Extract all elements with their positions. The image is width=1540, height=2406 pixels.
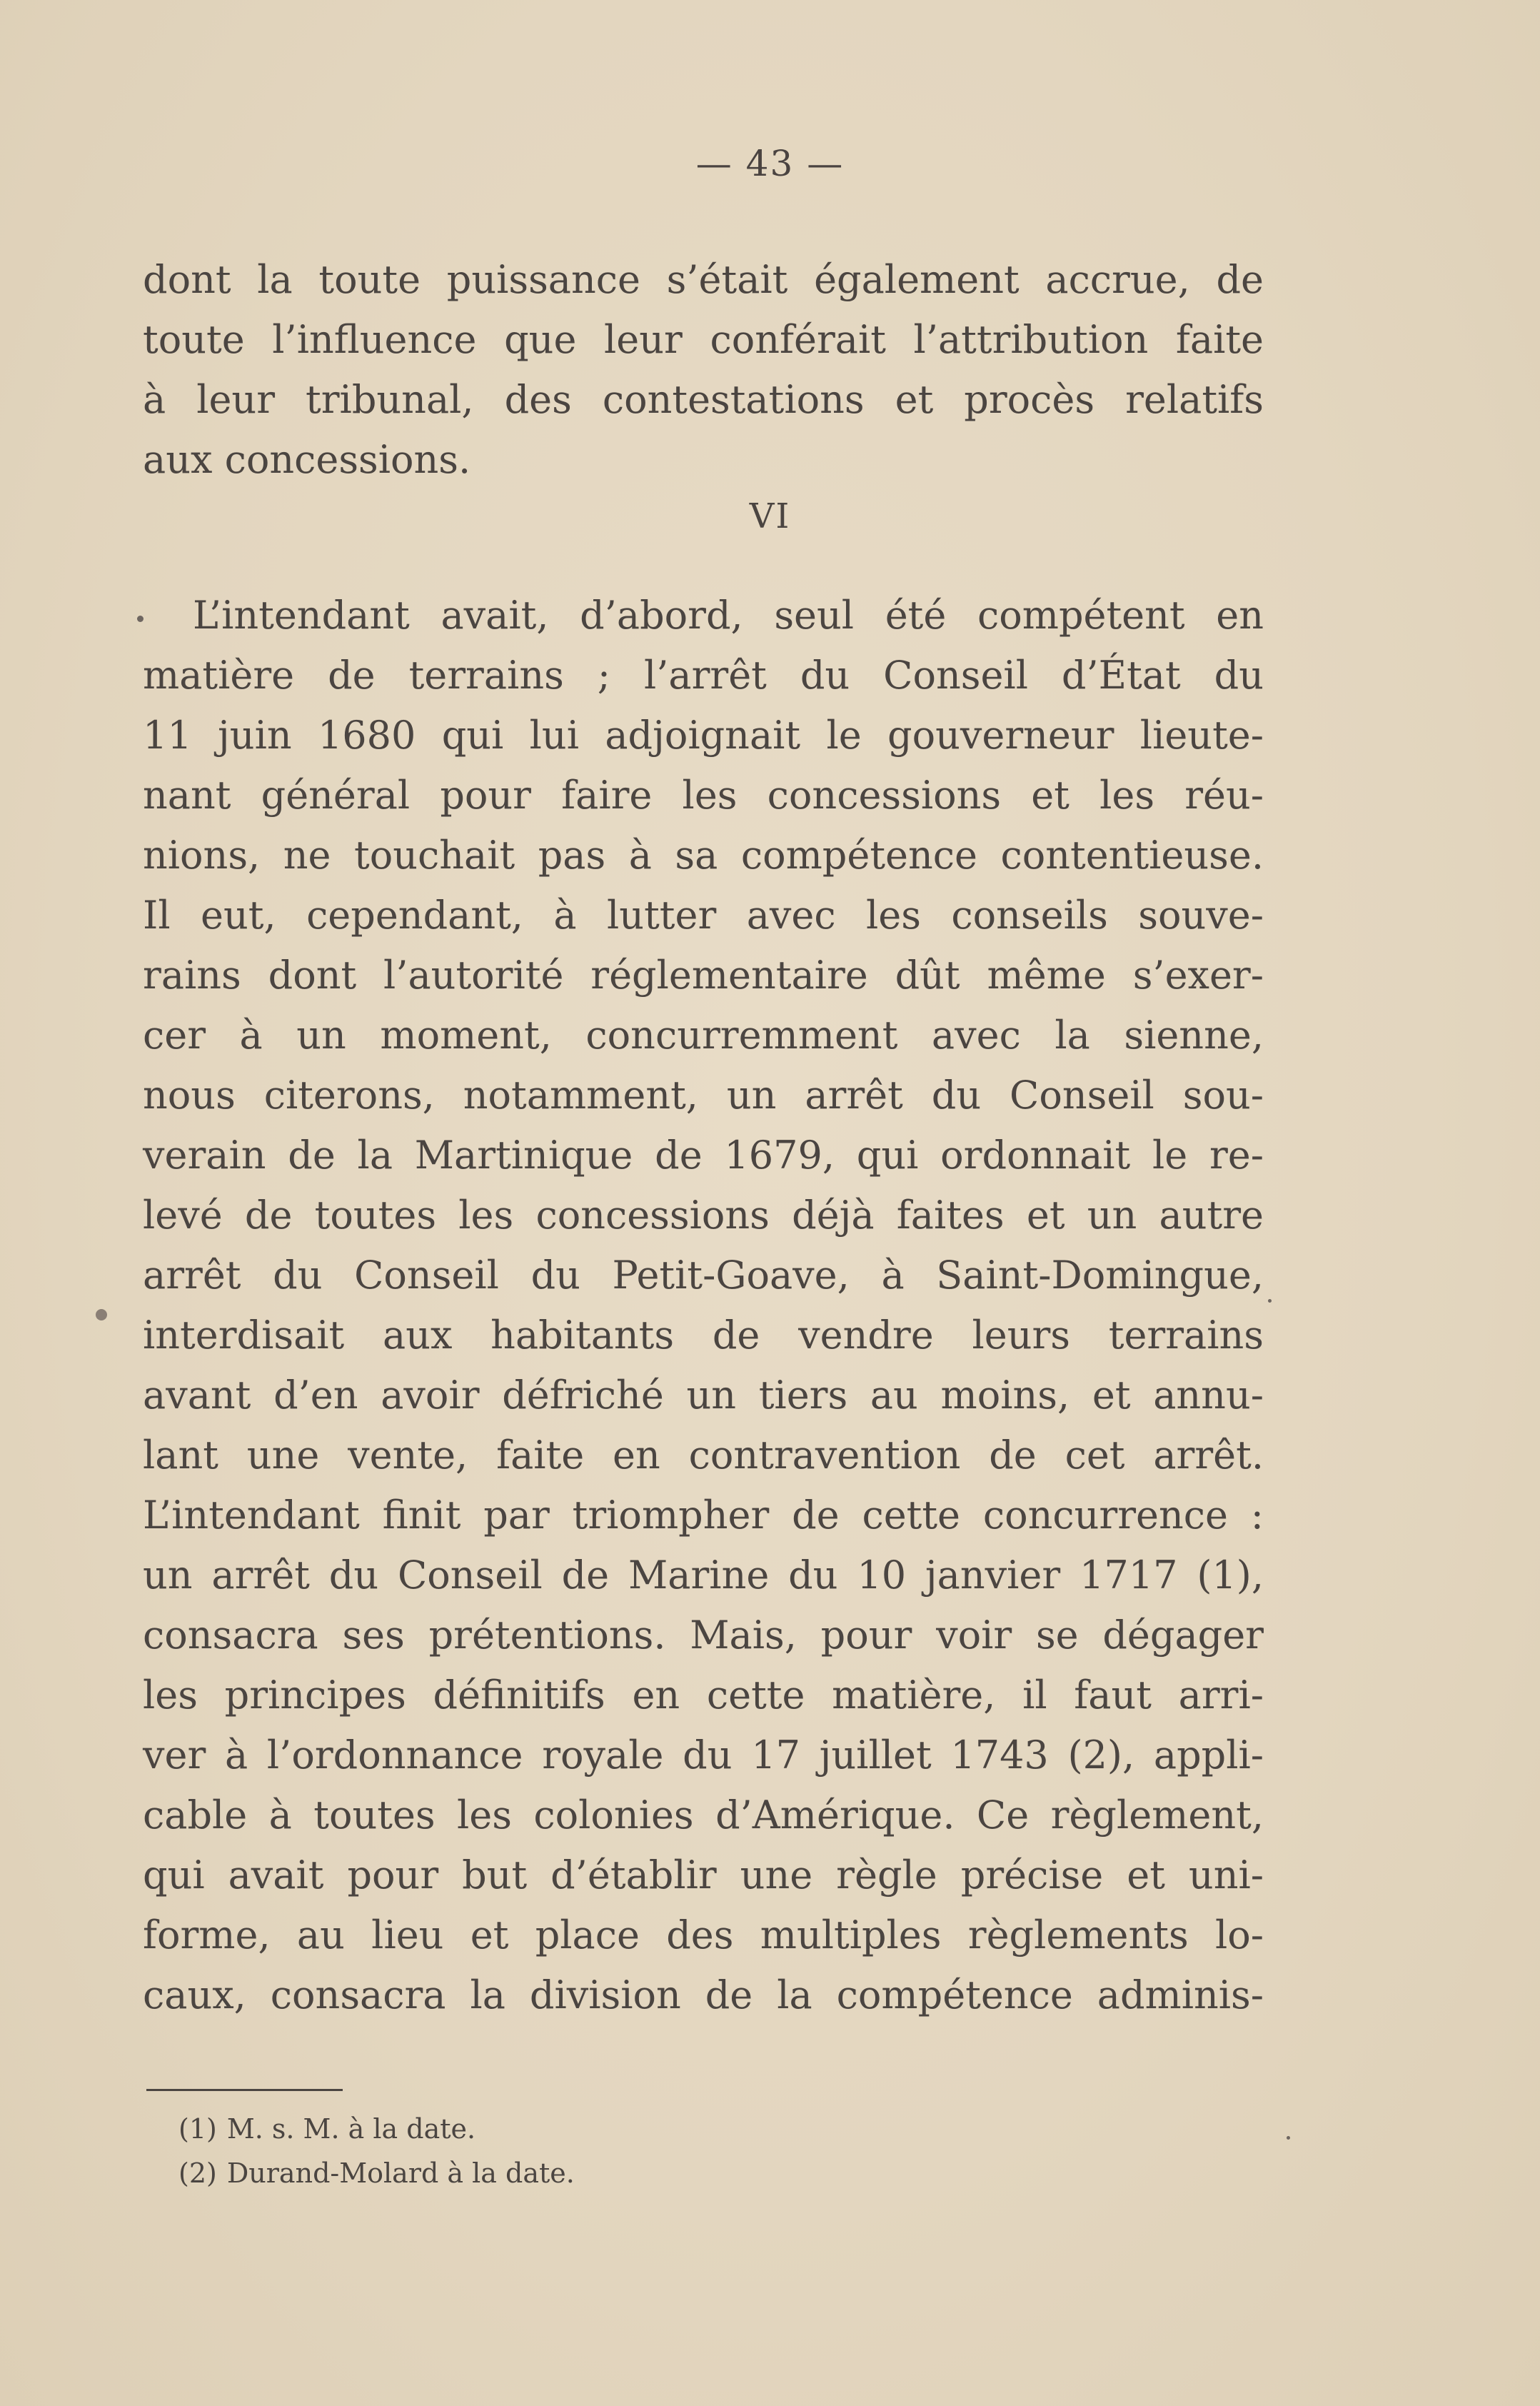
text-line: nous citerons, notamment, un arrêt du Conseil sou-: [143, 1073, 1264, 1118]
text-line: consacra ses prétentions. Mais, pour voir se dégager: [143, 1613, 1264, 1658]
text-line: aux concessions.: [143, 437, 471, 482]
text-line: toute l’influence que leur conférait l’attribution faite: [143, 317, 1264, 362]
footnote-1: [178, 2107, 575, 2151]
text-line: interdisait aux habitants de vendre leurs terrains: [143, 1313, 1264, 1358]
text-line: levé de toutes les concessions déjà faites et un autre: [143, 1193, 1264, 1238]
footnote-text: M. s. M. à la date.: [226, 2113, 476, 2145]
text-line: 11 juin 1680 qui lui adjoignait le gouverneur lieute-: [143, 713, 1264, 758]
text-line: à leur tribunal, des contestations et procès relatifs: [143, 377, 1264, 422]
text-line: forme, au lieu et place des multiples règlements lo-: [143, 1913, 1264, 1958]
footnote-text: Durand-Molard à la date.: [226, 2157, 575, 2189]
text-line: arrêt du Conseil du Petit-Goave, à Saint-Domingue,: [143, 1253, 1264, 1298]
footnotes: [178, 2107, 575, 2195]
footnote-marker: (1): [178, 2113, 217, 2145]
paragraph-1: [143, 250, 1264, 490]
text-line: L’intendant finit par triompher de cette concurrence :: [143, 1493, 1264, 1538]
text-line: lant une vente, faite en contravention de cet arrêt.: [143, 1433, 1264, 1478]
text-line: matière de terrains ; l’arrêt du Conseil d’État du: [143, 653, 1264, 698]
paper-speck: [1287, 2136, 1290, 2140]
section-heading: VI: [749, 496, 791, 536]
text-line: qui avait pour but d’établir une règle précise et uni-: [143, 1853, 1264, 1898]
text-line: nions, ne touchait pas à sa compétence contentieuse.: [143, 833, 1264, 878]
text-line: cer à un moment, concurremment avec la sienne,: [143, 1013, 1264, 1058]
text-line: rains dont l’autorité réglementaire dût même s’exer-: [143, 953, 1264, 998]
text-line: dont la toute puissance s’était également accrue, de: [143, 257, 1264, 302]
text-line: avant d’en avoir défriché un tiers au moins, et annu-: [143, 1373, 1264, 1418]
text-line: les principes définitifs en cette matière, il faut arri-: [143, 1673, 1264, 1718]
text-line: nant général pour faire les concessions et les réu-: [143, 773, 1264, 818]
page-number: — 43 —: [695, 143, 845, 184]
text-line: verain de la Martinique de 1679, qui ordonnait le re-: [143, 1133, 1264, 1178]
paper-speck: [137, 616, 144, 622]
text-line: L’intendant avait, d’abord, seul été compétent en: [193, 593, 1264, 638]
paragraph-2: [143, 586, 1264, 2025]
footnote-marker: (2): [178, 2157, 217, 2189]
text-line: cable à toutes les colonies d’Amérique. Ce règlement,: [143, 1793, 1264, 1838]
text-line: un arrêt du Conseil de Marine du 10 janvier 1717 (1),: [143, 1553, 1264, 1598]
footnote-divider: [146, 2089, 343, 2091]
paper-speck: [1268, 1299, 1272, 1303]
text-line: ver à l’ordonnance royale du 17 juillet 1743 (2), appli-: [143, 1733, 1264, 1778]
footnote-2: [178, 2151, 575, 2195]
text-line: caux, consacra la division de la compétence adminis-: [143, 1973, 1264, 2017]
paper-speck: [96, 1309, 107, 1320]
text-line: Il eut, cependant, à lutter avec les conseils souve-: [143, 893, 1264, 938]
